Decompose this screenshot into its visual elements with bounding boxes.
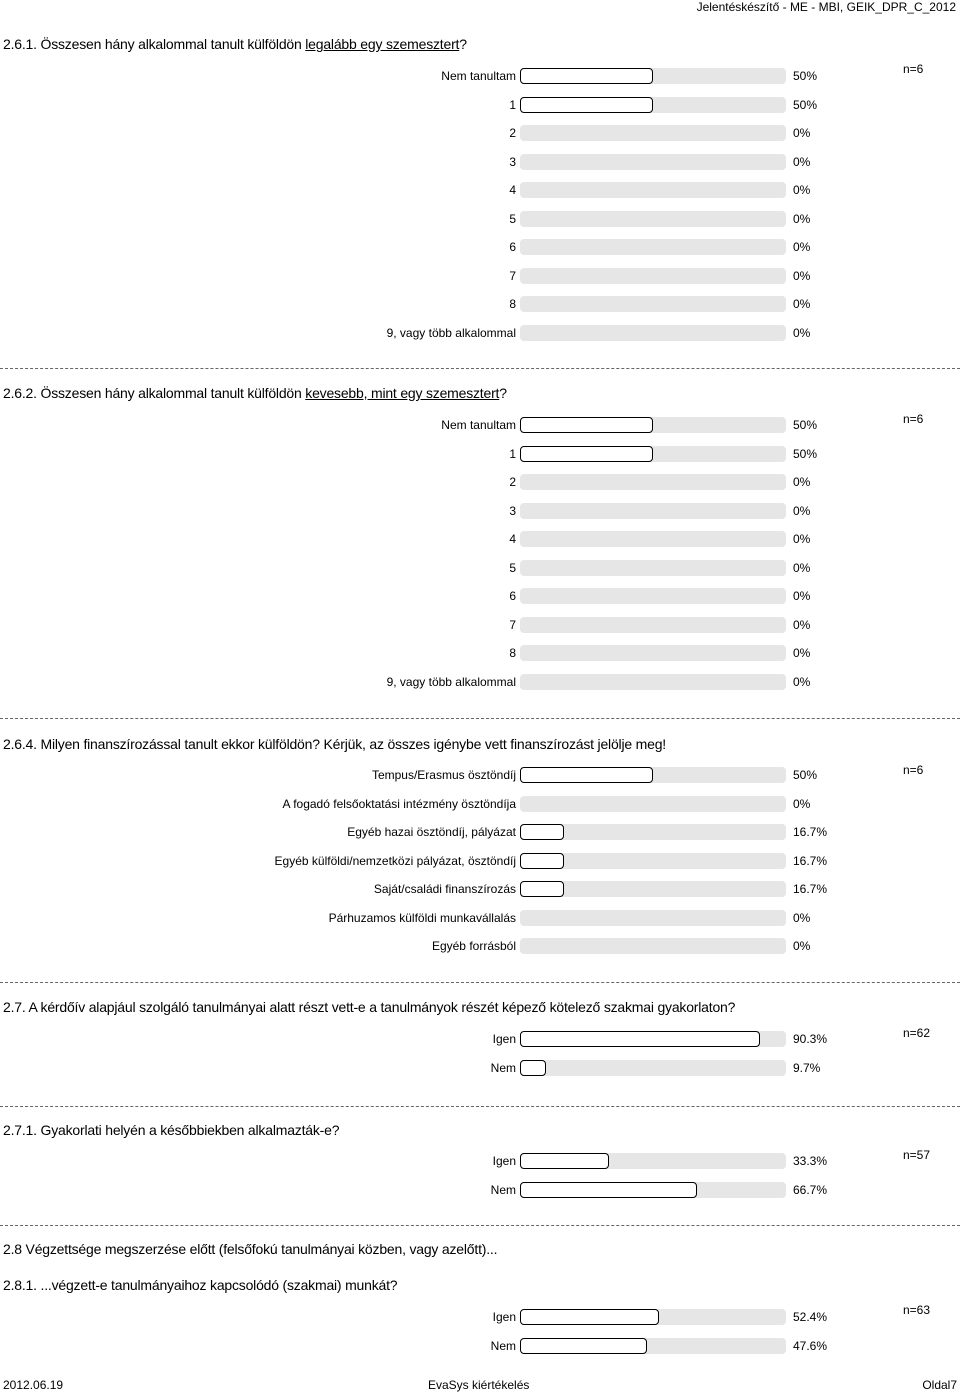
answer-row [0, 502, 960, 522]
answer-label: 2 [509, 475, 516, 489]
bar-track [520, 211, 786, 227]
answer-row [0, 1337, 960, 1357]
answer-percent: 0% [793, 674, 811, 689]
bar-fill [520, 1031, 760, 1047]
bar-track [520, 446, 786, 462]
answer-label: 5 [509, 211, 516, 226]
answer-percent: 0% [793, 939, 811, 953]
sample-size: n=6 [903, 763, 924, 777]
answer-label: Nem [490, 1338, 516, 1353]
answer-row [0, 416, 960, 436]
bar-track [520, 824, 786, 840]
bar-track [520, 154, 786, 170]
bar-track [520, 910, 786, 926]
answer-row [0, 324, 960, 344]
answer-percent: 9.7% [793, 1061, 821, 1075]
bar-track [520, 296, 786, 312]
answer-row [0, 530, 960, 550]
answer-row [0, 153, 960, 173]
bar-fill [520, 1309, 659, 1325]
question-title [3, 36, 467, 52]
bar-track [520, 474, 786, 490]
question-title: 2.8 Végzettsége megszerzése előtt (felsőfokú tanulmányai közben, vagy azelőtt)... [3, 1241, 498, 1257]
answer-label: Egyéb külföldi/nemzetközi pályázat, ösztöndíj [274, 853, 516, 868]
answer-label: 6 [509, 589, 516, 603]
answer-label: 3 [509, 154, 516, 169]
answer-label: 9, vagy több alkalommal [386, 674, 516, 689]
section-divider [0, 1225, 960, 1226]
bar-track [520, 881, 786, 897]
answer-label: A fogadó felsőoktatási intézmény ösztöndíja [282, 796, 516, 811]
section-divider [0, 982, 960, 983]
bar-track [520, 268, 786, 284]
bar-fill [520, 1153, 609, 1169]
report-header: Jelentéskészítő - ME - MBI, GEIK_DPR_C_2012 [696, 0, 956, 14]
answer-row [0, 1152, 960, 1172]
sample-size: n=6 [903, 62, 924, 76]
question-title [3, 385, 507, 401]
answer-percent: 0% [793, 268, 811, 283]
bar-track [520, 1153, 786, 1169]
answer-percent: 0% [793, 589, 811, 603]
bar-fill [520, 767, 653, 783]
section-divider [0, 718, 960, 719]
bar-track [520, 1182, 786, 1198]
title-end: ? [499, 385, 507, 401]
answer-percent: 47.6% [793, 1338, 828, 1353]
bar-track [520, 938, 786, 954]
answer-label: Párhuzamos külföldi munkavállalás [328, 910, 516, 925]
answer-label: Igen [492, 1154, 516, 1168]
title-text: 2.6.2. Összesen hány alkalommal tanult külföldön [3, 385, 306, 401]
answer-percent: 0% [793, 796, 811, 811]
sample-size: n=62 [903, 1026, 931, 1040]
answer-percent: 0% [793, 126, 811, 140]
answer-percent: 90.3% [793, 1032, 828, 1046]
answer-percent: 0% [793, 297, 811, 311]
bar-fill [520, 824, 564, 840]
bar-fill [520, 446, 653, 462]
answer-row [0, 67, 960, 87]
title-emphasis: legalább egy szemesztert [305, 36, 460, 52]
answer-row [0, 823, 960, 843]
bar-fill [520, 1182, 697, 1198]
answer-label: 8 [509, 297, 516, 311]
title-end: ? [459, 36, 467, 52]
answer-label: Nem [490, 1183, 516, 1197]
answer-label: 1 [509, 446, 516, 461]
answer-row [0, 238, 960, 258]
answer-percent: 66.7% [793, 1183, 828, 1197]
answer-row [0, 795, 960, 815]
answer-percent: 0% [793, 617, 811, 632]
bar-track [520, 97, 786, 113]
bar-fill [520, 1338, 647, 1354]
bar-fill [520, 853, 564, 869]
answer-row [0, 1308, 960, 1328]
answer-label: Igen [492, 1310, 516, 1324]
answer-percent: 0% [793, 560, 811, 575]
answer-percent: 0% [793, 532, 811, 546]
bar-track [520, 588, 786, 604]
bar-track [520, 1031, 786, 1047]
bar-track [520, 417, 786, 433]
answer-row [0, 445, 960, 465]
answer-percent: 50% [793, 97, 818, 112]
answer-label: 7 [509, 268, 516, 283]
answer-percent: 0% [793, 240, 811, 254]
answer-row [0, 587, 960, 607]
answer-row [0, 937, 960, 957]
answer-row [0, 766, 960, 786]
answer-row [0, 210, 960, 230]
bar-fill [520, 68, 653, 84]
sample-size: n=63 [903, 1303, 931, 1317]
footer-page: Oldal7 [922, 1378, 957, 1392]
answer-label: Nem [490, 1061, 516, 1075]
bar-fill [520, 1060, 546, 1076]
answer-label: Nem tanultam [441, 418, 516, 432]
answer-percent: 0% [793, 325, 811, 340]
answer-label: Egyéb forrásból [431, 939, 516, 953]
answer-label: Igen [492, 1032, 516, 1046]
answer-row [0, 644, 960, 664]
answer-row [0, 559, 960, 579]
answer-label: 9, vagy több alkalommal [386, 325, 516, 340]
bar-track [520, 617, 786, 633]
answer-percent: 50% [793, 768, 818, 782]
bar-track [520, 674, 786, 690]
answer-row [0, 473, 960, 493]
question-title: 2.7. A kérdőív alapjául szolgáló tanulmányai alatt részt vett-e a tanulmányok részét képező kötelező szakmai gyakorlaton? [3, 999, 736, 1015]
answer-row [0, 1059, 960, 1079]
bar-track [520, 796, 786, 812]
answer-label: 4 [509, 532, 516, 546]
answer-percent: 50% [793, 446, 818, 461]
answer-label: Tempus/Erasmus ösztöndíj [371, 768, 516, 782]
answer-label: 5 [509, 560, 516, 575]
answer-row [0, 96, 960, 116]
section-divider [0, 368, 960, 369]
bar-fill [520, 417, 653, 433]
answer-percent: 0% [793, 646, 811, 660]
bar-fill [520, 97, 653, 113]
question-title: 2.6.4. Milyen finanszírozással tanult ekkor külföldön? Kérjük, az összes igénybe vett finanszírozást jelölje meg! [3, 736, 666, 752]
answer-percent: 0% [793, 211, 811, 226]
answer-label: 3 [509, 503, 516, 518]
bar-track [520, 645, 786, 661]
bar-track [520, 531, 786, 547]
question-subtitle: 2.8.1. ...végzett-e tanulmányaihoz kapcsolódó (szakmai) munkát? [3, 1277, 398, 1293]
bar-track [520, 560, 786, 576]
section-divider [0, 1106, 960, 1107]
footer-center: EvaSys kiértékelés [428, 1378, 530, 1392]
answer-row [0, 124, 960, 144]
answer-percent: 0% [793, 183, 811, 197]
answer-row [0, 616, 960, 636]
answer-percent: 33.3% [793, 1154, 828, 1168]
answer-row [0, 880, 960, 900]
footer-date: 2012.06.19 [3, 1378, 64, 1392]
answer-row [0, 267, 960, 287]
answer-percent: 0% [793, 910, 811, 925]
answer-label: 1 [509, 97, 516, 112]
answer-row [0, 1030, 960, 1050]
answer-label: Nem tanultam [441, 69, 516, 83]
bar-track [520, 68, 786, 84]
bar-track [520, 767, 786, 783]
answer-label: 2 [509, 126, 516, 140]
bar-track [520, 1338, 786, 1354]
answer-percent: 0% [793, 503, 811, 518]
answer-label: 7 [509, 617, 516, 632]
title-emphasis: kevesebb, mint egy szemesztert [305, 385, 500, 401]
answer-row [0, 852, 960, 872]
answer-percent: 50% [793, 418, 818, 432]
sample-size: n=57 [903, 1148, 931, 1162]
bar-track [520, 1309, 786, 1325]
bar-track [520, 182, 786, 198]
bar-track [520, 853, 786, 869]
answer-label: 6 [509, 240, 516, 254]
bar-track [520, 1060, 786, 1076]
answer-label: Egyéb hazai ösztöndíj, pályázat [347, 825, 516, 839]
answer-percent: 0% [793, 154, 811, 169]
bar-track [520, 503, 786, 519]
answer-row [0, 673, 960, 693]
answer-row [0, 181, 960, 201]
bar-track [520, 325, 786, 341]
answer-row [0, 909, 960, 929]
bar-track [520, 239, 786, 255]
answer-label: 4 [509, 183, 516, 197]
answer-row [0, 295, 960, 315]
answer-percent: 16.7% [793, 853, 828, 868]
answer-percent: 50% [793, 69, 818, 83]
answer-label: 8 [509, 646, 516, 660]
answer-percent: 16.7% [793, 882, 828, 896]
sample-size: n=6 [903, 412, 924, 426]
bar-track [520, 125, 786, 141]
answer-percent: 52.4% [793, 1310, 828, 1324]
question-title: 2.7.1. Gyakorlati helyén a későbbiekben alkalmazták-e? [3, 1122, 340, 1138]
answer-percent: 0% [793, 475, 811, 489]
answer-row [0, 1181, 960, 1201]
answer-label: Saját/családi finanszírozás [373, 882, 516, 896]
answer-percent: 16.7% [793, 825, 828, 839]
bar-fill [520, 881, 564, 897]
title-text: 2.6.1. Összesen hány alkalommal tanult külföldön [3, 36, 306, 52]
